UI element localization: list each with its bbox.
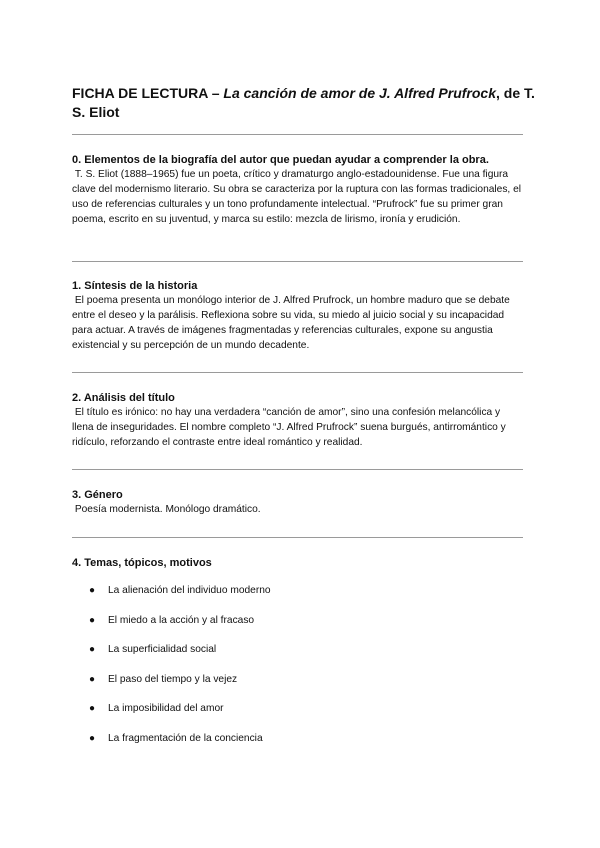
divider (72, 372, 523, 373)
title-work: La canción de amor de J. Alfred Prufrock (223, 85, 496, 101)
list-item-text: La superficialidad social (108, 644, 217, 656)
section-genre (72, 488, 524, 517)
title-suffix: , de T. S. Eliot (72, 85, 535, 120)
section-heading: 2. Análisis del título (72, 392, 175, 404)
list-item-text: La alienación del individuo moderno (108, 585, 271, 596)
section-title-analysis (72, 391, 524, 450)
divider (72, 261, 523, 262)
section-body: T. S. Eliot (1888–1965) fue un poeta, crítico y dramaturgo anglo-estadounidense. Fue una figura clave del modernismo literario. Su obra se caracteriza por la ruptura con las formas tradicionales, el uso de referencias culturales y un tono profundamente intelectual. “Prufrock” fue su primer gran poema, escrito en su juventud, y marca su estilo: mezcla de lirismo, ironía y erudición. (72, 169, 524, 225)
section-heading: 1. Síntesis de la historia (72, 280, 198, 292)
bullet-icon: ● (89, 644, 96, 656)
divider (72, 134, 523, 135)
list-item (72, 732, 524, 762)
bullet-icon: ● (89, 614, 96, 626)
list-item (72, 584, 524, 614)
section-biography (72, 153, 524, 227)
list-item (72, 702, 524, 732)
bullet-icon: ● (89, 585, 96, 596)
section-body: Poesía modernista. Monólogo dramático. (72, 504, 261, 515)
list-item-text: La imposibilidad del amor (108, 703, 224, 715)
list-item-text: La fragmentación de la conciencia (108, 732, 263, 744)
divider (72, 469, 523, 470)
section-heading: 4. Temas, tópicos, motivos (72, 557, 212, 569)
bullet-icon: ● (89, 703, 96, 715)
themes-list (72, 584, 524, 762)
section-body: El título es irónico: no hay una verdadera “canción de amor”, sino una confesión melancólica y llena de inseguridades. El nombre completo “J. Alfred Prufrock” suena burgués, antirromántico y ridículo, reforzando el contraste entre ideal romántico y realidad. (72, 407, 509, 448)
list-item (72, 643, 524, 673)
bullet-icon: ● (89, 732, 96, 744)
section-themes (72, 556, 524, 762)
title-prefix: FICHA DE LECTURA – (72, 85, 224, 101)
section-heading: 3. Género (72, 489, 123, 501)
bullet-icon: ● (89, 673, 96, 685)
list-item (72, 673, 524, 703)
divider (72, 537, 523, 538)
section-body: El poema presenta un monólogo interior de J. Alfred Prufrock, un hombre maduro que se debate entre el deseo y la parálisis. Reflexiona sobre su vida, su miedo al juicio social y su incapacidad para actuar. A través de imágenes fragmentadas y referencias culturales, expone su angustia existencial y su percepción de un mundo decadente. (72, 295, 513, 351)
section-synthesis (72, 279, 524, 353)
list-item-text: El miedo a la acción y al fracaso (108, 614, 255, 626)
section-heading: 0. Elementos de la biografía del autor que puedan ayudar a comprender la obra. (72, 154, 489, 166)
list-item (72, 614, 524, 644)
list-item-text: El paso del tiempo y la vejez (108, 673, 238, 685)
document-title (72, 84, 542, 122)
